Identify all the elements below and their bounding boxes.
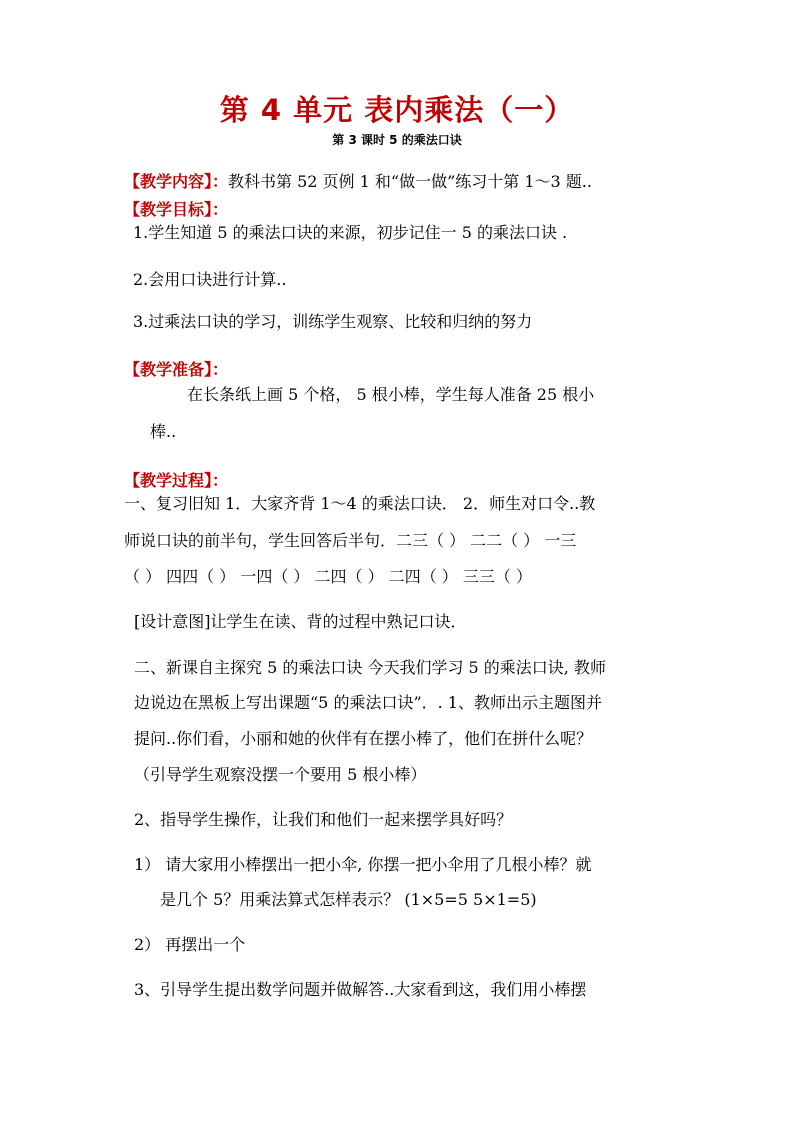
- content-heading: 【教学内容】：: [124, 172, 229, 191]
- lesson-subtitle: 第 3 课时 5 的乘法口诀: [332, 133, 462, 147]
- process-line: （引导学生观察没摆一个要用 5 根小棒）: [134, 765, 427, 784]
- process-line: 2、指导学生操作，让我们和他们一起来摆学具好吗？: [134, 810, 513, 829]
- process-line: 是几个 5？用乘法算式怎样表示？ (1×5=5 5×1=5): [160, 890, 537, 909]
- goal-item-3: 3.过乘法口诀的学习，训练学生观察、比较和归纳的努力: [133, 312, 533, 331]
- process-line: （ ） 四四（ ） 一四（ ） 二四（ ） 二四（ ） 三三（ ）: [124, 567, 532, 586]
- goal-item-2: 2.会用口诀进行计算..: [133, 270, 287, 289]
- page-title: 第 4 单元 表内乘法（一）: [219, 93, 575, 127]
- prep-heading: 【教学准备】：: [124, 360, 229, 379]
- content-row: [124, 169, 592, 192]
- process-line: 边说边在黑板上写出课题“5 的乘法口诀”．. 1、教师出示主题图并: [134, 693, 602, 712]
- prep-line-2: 棒..: [150, 422, 177, 441]
- process-line: 提问..你们看，小丽和她的伙伴有在摆小棒了，他们在拼什么呢？: [134, 729, 593, 748]
- process-line: 二、新课自主探究 5 的乘法口诀 今天我们学习 5 的乘法口诀, 教师: [134, 658, 606, 677]
- process-line: 2） 再摆出一个: [134, 935, 246, 954]
- process-line: 3、引导学生提出数学问题并做解答..大家看到这，我们用小棒摆: [134, 980, 587, 999]
- goal-item-1: 1.学生知道 5 的乘法口诀的来源，初步记住一 5 的乘法口诀 .: [133, 223, 568, 242]
- process-heading: 【教学过程】：: [124, 471, 229, 490]
- process-line: 一、复习旧知 1．大家齐背 1～4 的乘法口诀． 2．师生对口令..教: [124, 494, 596, 513]
- prep-line-1: 在长条纸上画 5 个格， 5 根小棒，学生每人准备 25 根小: [187, 385, 595, 404]
- content-text: 教科书第 52 页例 1 和“做一做”练习十第 1～3 题..: [228, 172, 592, 191]
- process-line: [设计意图]让学生在读、背的过程中熟记口诀．: [134, 612, 467, 631]
- process-line: 师说口诀的前半句，学生回答后半句．二三（ ） 二二（ ） 一三: [124, 531, 577, 550]
- process-line: 1） 请大家用小棒摆出一把小伞, 你摆一把小伞用了几根小棒？就: [134, 855, 592, 874]
- goals-heading: 【教学目标】：: [124, 200, 229, 219]
